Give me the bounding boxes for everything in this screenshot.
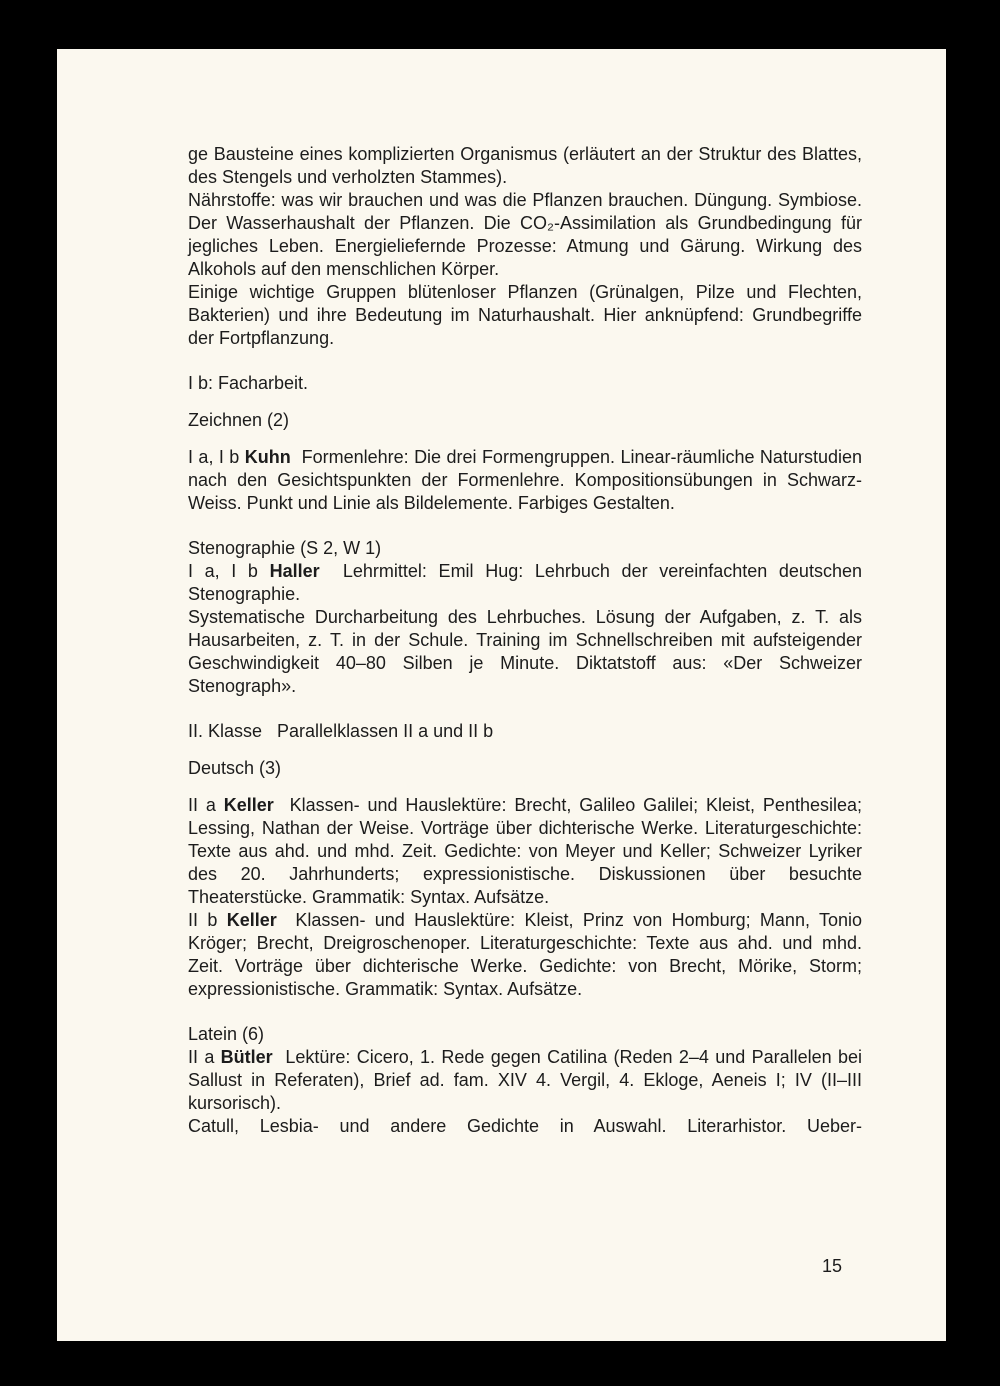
deutsch-b-body: Klassen- und Hauslektüre: Kleist, Prinz von Homburg; Mann, Tonio Kröger; Brecht, Dreigroschenoper. Literaturgeschichte: Texte aus ahd. und mhd. Zeit. Vorträge über dichterische Werke. Gedichte: von Brecht, Mörike, Storm; expressionistische. Grammatik: Syntax. Aufsätze. (188, 910, 862, 999)
deutsch-b-teacher: Keller (226, 910, 277, 930)
steno-paragraph (188, 560, 862, 606)
deutsch-a-teacher: Keller (223, 795, 274, 815)
deutsch-heading: Deutsch (3) (188, 758, 282, 778)
latein-a-body: Lektüre: Cicero, 1. Rede gegen Catilina (Reden 2–4 und Parallelen bei Sallust in Referaten), Brief ad. fam. XIV 4. Vergil, 4. Ekloge, Aeneis I; IV (II–III kursorisch). (188, 1047, 862, 1113)
klasse-2-heading: II. Klasse Parallelklassen II a und II b (188, 721, 494, 741)
zeichnen-teacher: Kuhn (244, 447, 291, 467)
ib-facharbeit: I b: Facharbeit. (188, 373, 309, 393)
paragraph-organism: ge Bausteine eines komplizierten Organismus (erläutert an der Struktur des Blattes, des Stengels und verholzten Stammes). (188, 144, 862, 187)
page-content (188, 143, 862, 1138)
zeichnen-paragraph (188, 446, 862, 515)
steno-heading: Stenographie (S 2, W 1) (188, 538, 382, 558)
latein-a-class: II a (188, 1047, 215, 1067)
deutsch-b-class: II b (188, 910, 218, 930)
page-number: 15 (821, 1256, 842, 1276)
paragraph-naehrstoffe: Nährstoffe: was wir brauchen und was die Pflanzen brauchen. Düngung. Symbiose. Der Wasserhaushalt der Pflanzen. Die CO₂-Assimilation als Grundbedingung für jegliches Leben. Energieliefernde Prozesse: Atmung und Gärung. Wirkung des Alkohols auf den menschlichen Körper. (188, 190, 862, 279)
steno-paragraph-2: Systematische Durcharbeitung des Lehrbuches. Lösung der Aufgaben, z. T. als Hausarbeiten, z. T. in der Schule. Training im Schnellschreiben mit aufsteigender Geschwindigkeit 40–80 Silben je Minute. Diktatstoff aus: «Der Schweizer Stenograph». (188, 607, 862, 696)
latein-a-teacher: Bütler (220, 1047, 273, 1067)
paragraph-pflanzen-gruppen: Einige wichtige Gruppen blütenloser Pflanzen (Grünalgen, Pilze und Flechten, Bakterien) und ihre Bedeutung im Naturhaushalt. Hier anknüpfend: Grundbegriffe der Fortpflanzung. (188, 282, 862, 348)
steno-body: Lehrmittel: Emil Hug: Lehrbuch der vereinfachten deutschen Stenographie. (188, 561, 862, 604)
document-page (57, 49, 946, 1341)
deutsch-a-paragraph (188, 794, 862, 909)
deutsch-a-body: Klassen- und Hauslektüre: Brecht, Galileo Galilei; Kleist, Penthesilea; Lessing, Nathan der Weise. Vorträge über dichterische Werke. Literaturgeschichte: Texte aus ahd. und mhd. Zeit. Gedichte: von Meyer und Keller; Schweizer Lyriker des 20. Jahrhunderts; expressionistische. Diskussionen über besuchte Theaterstücke. Grammatik: Syntax. Aufsätze. (188, 795, 862, 907)
steno-teacher: Haller (269, 561, 320, 581)
deutsch-b-paragraph (188, 909, 862, 1001)
zeichnen-classes: I a, I b (188, 447, 240, 467)
deutsch-a-class: II a (188, 795, 216, 815)
latein-a-paragraph (188, 1046, 862, 1115)
latein-heading: Latein (6) (188, 1024, 265, 1044)
latein-last-line: Catull, Lesbia- und andere Gedichte in Auswahl. Literarhistor. Ueber- (188, 1116, 862, 1136)
zeichnen-body: Formenlehre: Die drei Formengruppen. Linear-räumliche Naturstudien nach den Gesichtspunkten der Formenlehre. Kompositionsübungen in Schwarz-Weiss. Punkt und Linie als Bildelemente. Farbiges Gestalten. (188, 447, 862, 513)
steno-classes: I a, I b (188, 561, 258, 581)
zeichnen-heading: Zeichnen (2) (188, 410, 290, 430)
